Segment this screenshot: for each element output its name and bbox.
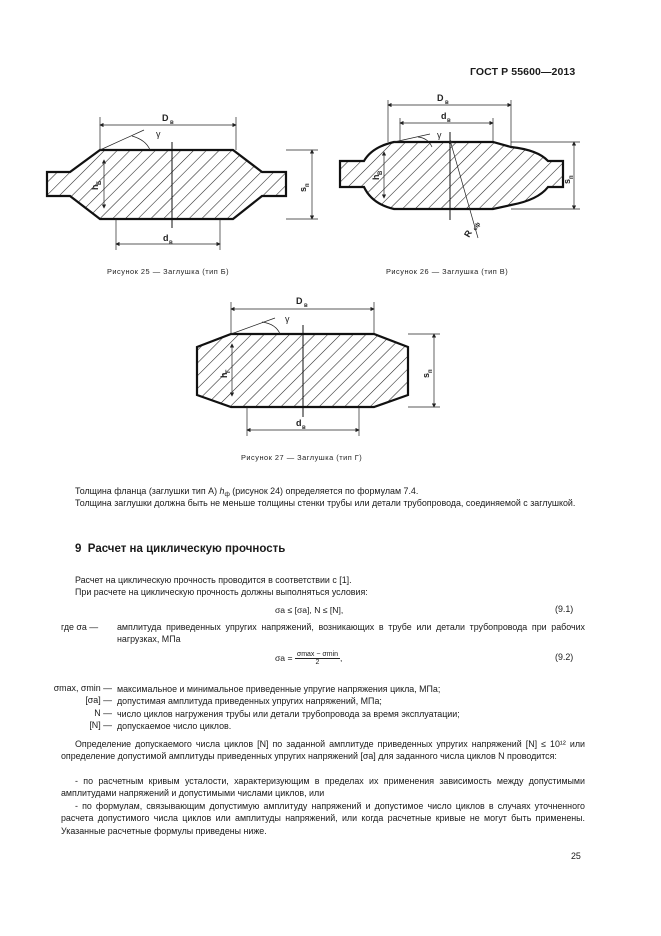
svg-text:п: п	[428, 369, 434, 373]
fig27-label-d: d	[296, 418, 302, 428]
fig26-label-gamma: γ	[437, 130, 442, 140]
fig25-label-s: s	[298, 186, 308, 192]
equation-9-1: σa ≤ [σa], N ≤ [N],	[275, 605, 344, 615]
equation-9-2-number: (9.2)	[555, 652, 574, 662]
figure-27-caption: Рисунок 27 — Заглушка (тип Г)	[241, 453, 363, 462]
svg-text:Г: Г	[226, 369, 232, 373]
section-intro: Расчет на циклическую прочность проводится в соответствии с [1].	[75, 575, 352, 585]
paragraph-flange-thickness: Толщина фланца (заглушки тип А) $h_ф$ (рисунок 24) определяется по формулам 7.4.	[75, 486, 419, 498]
def-symbol: [N] —	[89, 720, 112, 730]
def-text: допускаемое число циклов.	[117, 721, 232, 731]
fig26-label-d: d	[441, 111, 447, 121]
svg-text:В: В	[378, 170, 384, 175]
svg-text:п: п	[569, 175, 575, 179]
def-symbol: N —	[94, 708, 112, 718]
figure-27-drawing	[197, 296, 440, 436]
svg-text:Б: Б	[97, 180, 103, 185]
fig25-label-gamma: γ	[156, 129, 161, 139]
figure-25-drawing	[47, 113, 318, 250]
def-text: число циклов нагружения трубы или детали трубопровода за время эксплуатации;	[117, 709, 460, 719]
def-text: максимальное и минимальное приведенные упругие напряжения цикла, МПа;	[117, 684, 441, 694]
svg-text:сф: сф	[472, 221, 483, 232]
svg-text:в: в	[169, 240, 173, 246]
fig26-label-R: R	[462, 228, 474, 239]
def-symbol: σmax, σmin —	[53, 683, 112, 693]
svg-text:в: в	[302, 425, 306, 431]
equation-9-1-number: (9.1)	[555, 604, 574, 614]
fig26-label-D: D	[437, 93, 444, 103]
fig27-label-h: h	[219, 372, 229, 378]
fig26-label-h: h	[371, 174, 381, 180]
svg-text:п: п	[305, 183, 311, 187]
section-heading: 9 Расчет на циклическую прочность	[75, 543, 286, 555]
paragraph-fatigue-curves: - по расчетным кривым усталости, характеризующим в пределах их применения зависимость между допустимыми амплитудами напряжений и допустимыми числами циклов, или	[61, 776, 585, 799]
paragraph-formulas: - по формулам, связывающим допустимую амплитуду напряжений и допустимое число циклов в случаях уточненного расчета допустимого числа циклов или амплитуды напряжений, или когда расчетные кривые не могут быть применены. Указанные расчетные формулы приведены ниже.	[61, 801, 585, 836]
def-symbol: [σa] —	[85, 695, 112, 705]
where-symbol: где σa —	[61, 622, 99, 632]
fig25-label-d: d	[163, 233, 169, 243]
where-definition: амплитуда приведенных упругих напряжений, возникающих в трубе или детали трубопровода при рабочих нагрузках, МПа	[117, 622, 585, 645]
figure-26-drawing	[340, 93, 580, 239]
fig27-label-D: D	[296, 296, 303, 306]
fig25-body	[47, 150, 286, 219]
svg-text:в: в	[445, 100, 449, 106]
fig25-label-h: h	[90, 184, 100, 190]
figure-25-caption: Рисунок 25 — Заглушка (тип Б)	[107, 267, 230, 276]
svg-text:в: в	[447, 118, 451, 124]
paragraph-plug-thickness: Толщина заглушки должна быть не меньше толщины стенки трубы или детали трубопровода, соединяемой с заглушкой.	[75, 498, 576, 508]
svg-text:в: в	[170, 120, 174, 126]
page-number: 25	[571, 851, 581, 861]
document-id: ГОСТ Р 55600—2013	[470, 66, 576, 78]
figure-26-caption: Рисунок 26 — Заглушка (тип В)	[386, 267, 509, 276]
fig27-label-s: s	[421, 372, 431, 378]
section-conditions-intro: При расчете на циклическую прочность должны выполняться условия:	[75, 587, 368, 597]
fig25-label-D: D	[162, 113, 169, 123]
fig27-label-gamma: γ	[285, 314, 290, 324]
fig26-label-s: s	[562, 178, 572, 184]
def-text: допустимая амплитуда приведенных упругих напряжений, МПа;	[117, 696, 382, 706]
svg-text:в: в	[304, 303, 308, 309]
paragraph-cycle-determination: Определение допускаемого числа циклов [N] по заданной амплитуде приведенных упругих напряжений [N] ≤ 10¹² или определение допустимой амплитуды приведенных упругих напряжений [σa] для заданного числа циклов N проводится:	[61, 739, 585, 762]
equation-9-2: σa = $\frac{\sigma\max - \sigma\min}{2}$ ,	[275, 651, 343, 666]
